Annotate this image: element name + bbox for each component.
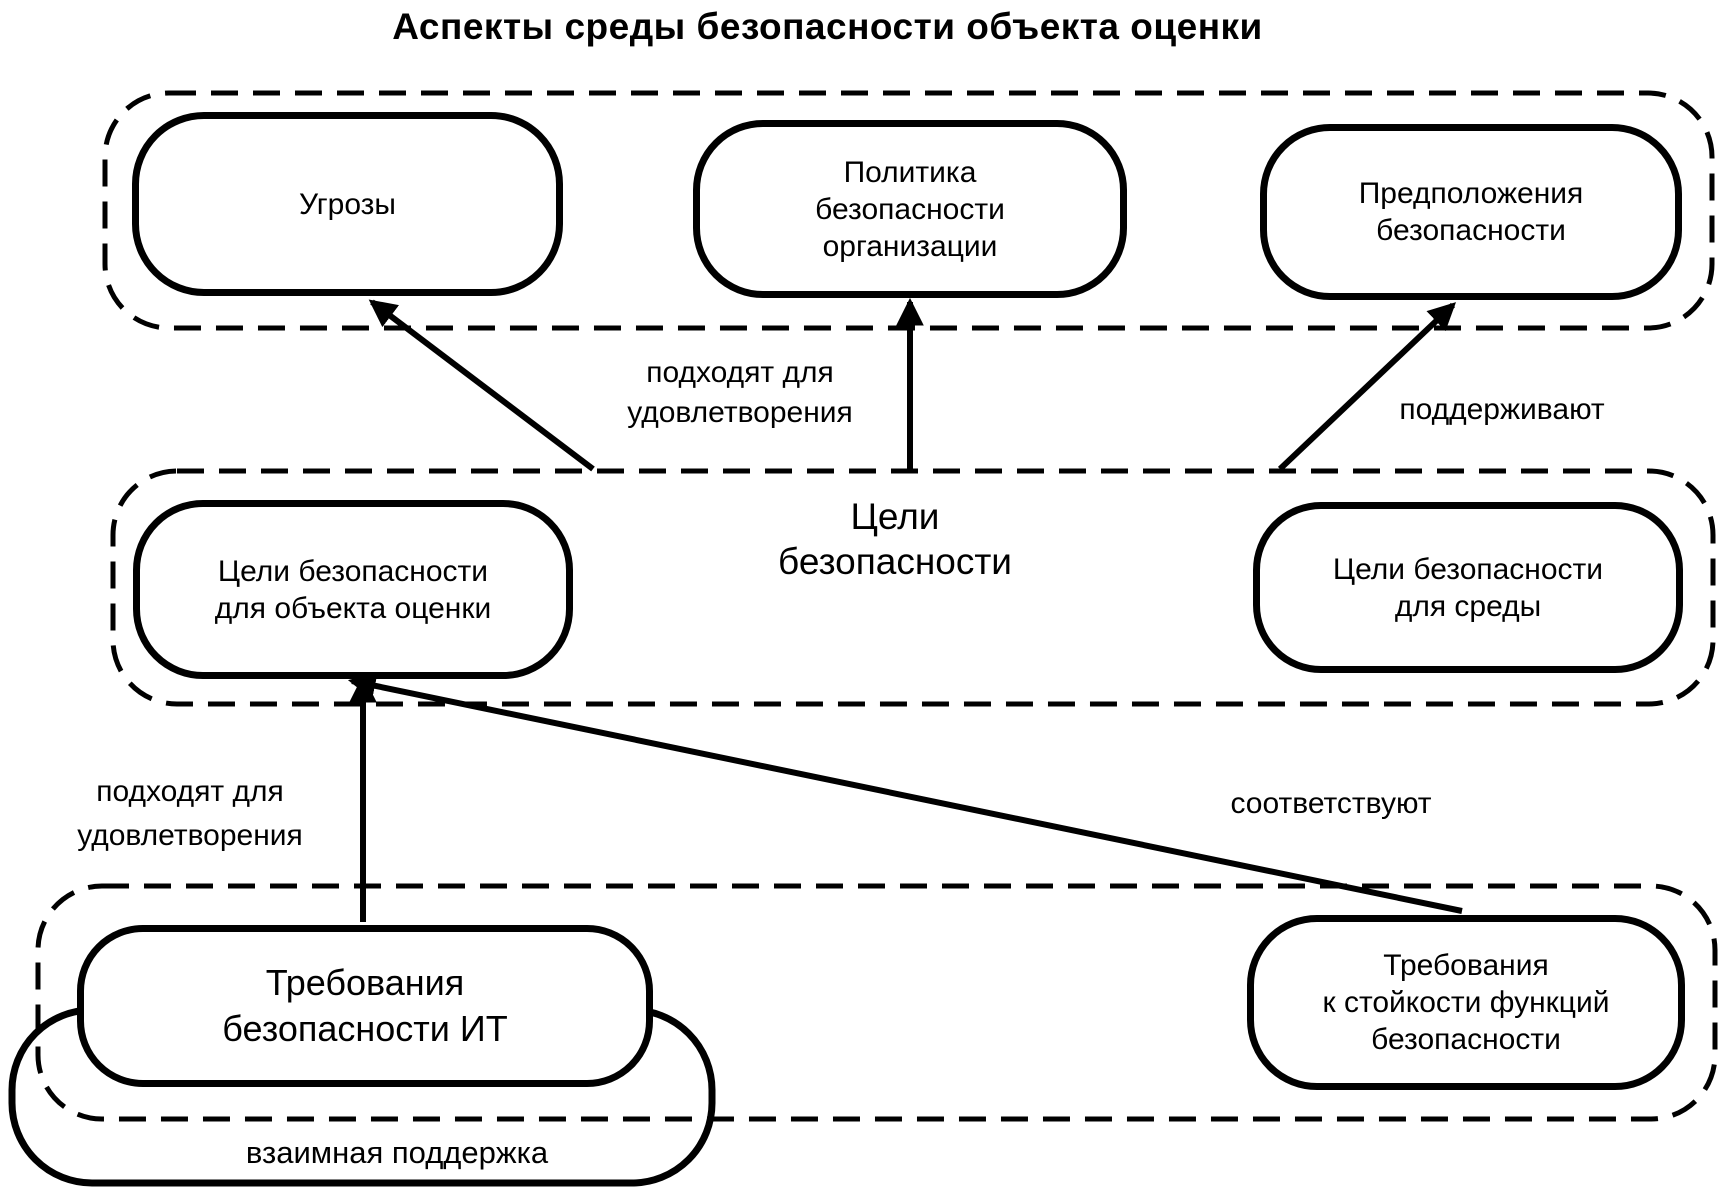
sof-requirements-box — [1247, 915, 1685, 1090]
policy-label-line2: безопасности — [815, 192, 1005, 226]
arrow-label-suitable-left — [20, 770, 360, 858]
threats-box — [132, 112, 563, 296]
toe-security-objectives-box — [133, 500, 573, 679]
assumptions-label-line2: безопасности — [1376, 214, 1566, 247]
mutual-support-label: взаимная поддержка — [245, 1135, 549, 1170]
environment-security-objectives-box — [1253, 502, 1683, 673]
suitable-left-line1: подходят для — [96, 775, 284, 808]
assumptions-label-line1: Предположения — [1358, 177, 1584, 210]
it-security-requirements-box — [77, 925, 653, 1087]
it-requirements-line2: безопасности ИТ — [222, 1008, 508, 1049]
arrow-label-support: поддерживают — [1399, 393, 1605, 426]
sof-requirements-line2: к стойкости функций — [1322, 986, 1610, 1019]
suitable-left-line2: удовлетворения — [77, 819, 303, 852]
threats-label: Угрозы — [298, 187, 396, 221]
sof-requirements-line3: безопасности — [1371, 1023, 1561, 1056]
security-assumptions-box — [1260, 124, 1682, 300]
it-requirements-line1: Требования — [265, 962, 465, 1003]
env-objectives-line2: для среды — [1394, 589, 1542, 623]
sof-requirements-line1: Требования — [1383, 949, 1549, 982]
suitable-top-line2: удовлетворения — [627, 396, 853, 429]
policy-label-line1: Политика — [843, 155, 977, 189]
arrow-label-suitable-top — [540, 353, 940, 433]
band-label-line2: безопасности — [778, 541, 1012, 582]
band-label-line1: Цели — [850, 496, 940, 537]
toe-objectives-line1: Цели безопасности — [217, 554, 489, 588]
suitable-top-line1: подходят для — [646, 356, 834, 389]
arrow-label-correspond: соответствуют — [1230, 787, 1432, 820]
env-objectives-line1: Цели безопасности — [1332, 552, 1604, 586]
organizational-security-policy-box — [693, 120, 1127, 298]
policy-label-line3: организации — [822, 229, 998, 263]
security-objectives-band-label — [695, 494, 1095, 584]
diagram-title: Аспекты среды безопасности объекта оценки — [392, 6, 1263, 47]
toe-objectives-line2: для объекта оценки — [214, 591, 492, 625]
